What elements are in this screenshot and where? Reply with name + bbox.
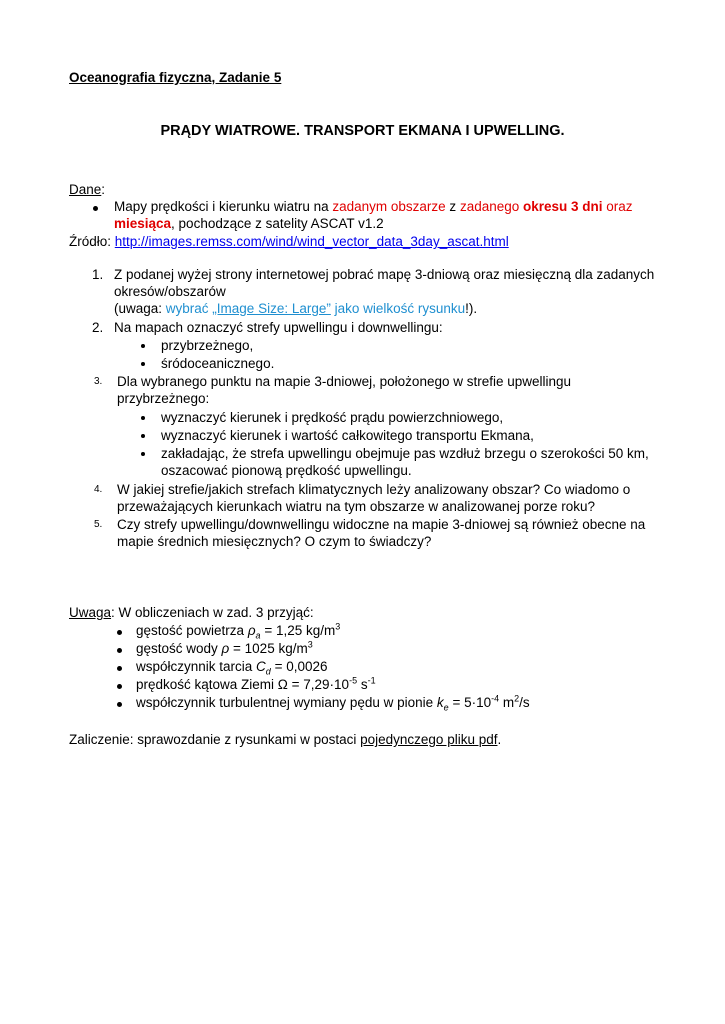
param-exponent: -4 — [491, 693, 500, 704]
param-value: = 1025 kg/m — [229, 641, 308, 656]
bullet-icon — [117, 702, 122, 707]
bullet-icon — [141, 452, 145, 456]
task-3-item: wyznaczyć kierunek i prędkość prądu powierzchniowego, — [161, 410, 504, 425]
task-3-item: zakładając, że strefa upwellingu obejmuje pas wzdłuż brzegu o szerokości 50 km, — [161, 446, 649, 461]
task-5-line1: Czy strefy upwellingu/downwellingu widoczne na mapie 3-dniowej są również obecne na — [117, 517, 646, 532]
param-symbol: C — [256, 659, 266, 674]
param-label: współczynnik turbulentnej wymiany pędu w pionie — [136, 695, 437, 710]
note-open: (uwaga: — [114, 301, 166, 316]
task-4-line2: przeważających kierunkach wiatru na tym obszarze w analizowanej porze roku? — [117, 499, 595, 514]
dane-item-line2 — [114, 215, 384, 233]
zaliczenie-end: . — [497, 732, 502, 747]
task-1-line1: Z podanej wyżej strony internetowej pobrać mapę 3-dniową oraz miesięczną dla zadanych — [114, 267, 655, 282]
uwaga-text: : W obliczeniach w zad. 3 przyjąć: — [111, 605, 314, 620]
bullet-icon — [141, 416, 145, 420]
param-exponent: -1 — [367, 675, 376, 686]
task-1-note — [114, 300, 477, 318]
param-label: współczynnik tarcia — [136, 659, 257, 674]
param-subscript: d — [265, 666, 271, 677]
dane-highlight: oraz — [602, 199, 633, 214]
task-3-line1: Dla wybranego punktu na mapie 3-dniowej, położonego w strefie upwellingu — [117, 374, 572, 389]
course-title: Oceanografia fizyczna, Zadanie 5 — [69, 70, 282, 85]
uwaga-label: Uwaga — [69, 605, 112, 620]
dane-text: z — [445, 199, 460, 214]
param-air-density — [136, 622, 340, 640]
param-symbol: ρ — [247, 623, 256, 638]
param-eddy-viscosity — [136, 694, 530, 712]
bullet-icon — [141, 344, 145, 348]
bullet-icon — [141, 434, 145, 438]
param-drag-coefficient — [136, 658, 328, 676]
param-value: = 5·10 — [448, 695, 492, 710]
dane-highlight: zadanego — [459, 199, 523, 214]
param-subscript: a — [255, 630, 261, 641]
task-3-line2: przybrzeżnego: — [117, 391, 210, 406]
dane-item-line1 — [114, 198, 633, 216]
source-label: Źródło: — [69, 234, 115, 249]
param-exponent: 3 — [307, 639, 313, 650]
dane-highlight-bold: okresu 3 dni — [523, 199, 603, 214]
task-number: 3. — [94, 376, 103, 387]
page-title: PRĄDY WIATROWE. TRANSPORT EKMANA I UPWELLING. — [160, 123, 565, 139]
dane-heading — [69, 181, 105, 199]
task-number: 2. — [92, 320, 104, 335]
note-text: jako wielkość rysunku — [330, 301, 466, 316]
bullet-icon — [117, 648, 122, 653]
task-2-item: przybrzeżnego, — [161, 338, 254, 353]
task-2-item: śródoceanicznego. — [161, 356, 275, 371]
param-symbol: ρ — [221, 641, 230, 656]
bullet-icon — [117, 684, 122, 689]
dane-highlight-bold: miesiąca — [114, 216, 172, 231]
param-unit: m — [499, 695, 515, 710]
param-label: prędkość kątowa Ziemi Ω = 7,29·10 — [136, 677, 350, 692]
task-1-line2: okresów/obszarów — [114, 284, 226, 299]
zaliczenie-line — [69, 731, 501, 749]
dane-text: , pochodzące z satelity ASCAT v1.2 — [171, 216, 384, 231]
param-label: gęstość wody — [136, 641, 222, 656]
note-text: wybrać — [165, 301, 213, 316]
bullet-icon — [117, 630, 122, 635]
param-exponent: 2 — [514, 693, 520, 704]
param-value: = 0,0026 — [270, 659, 328, 674]
dane-highlight: zadanym obszarze — [332, 199, 446, 214]
bullet-icon — [141, 362, 145, 366]
task-2-line1: Na mapach oznaczyć strefy upwellingu i downwellingu: — [114, 320, 443, 335]
task-number: 5. — [94, 519, 103, 530]
param-exponent: 3 — [335, 621, 341, 632]
param-value: = 1,25 kg/m — [260, 623, 336, 638]
task-number: 4. — [94, 484, 103, 495]
param-unit: /s — [519, 695, 530, 710]
zaliczenie-format: pojedynczego pliku pdf — [360, 732, 498, 747]
dane-label: Dane — [69, 182, 102, 197]
task-number: 1. — [92, 267, 104, 282]
note-close: !). — [465, 301, 478, 316]
note-link[interactable]: „Image Size: Large” — [212, 301, 331, 316]
uwaga-heading — [69, 604, 314, 622]
param-unit: s — [357, 677, 368, 692]
param-exponent: -5 — [349, 675, 358, 686]
task-3-item: wyznaczyć kierunek i wartość całkowitego transportu Ekmana, — [161, 428, 534, 443]
param-subscript: e — [443, 702, 449, 713]
task-3-item-cont: oszacować pionową prędkość upwellingu. — [161, 463, 412, 478]
bullet-icon — [117, 666, 122, 671]
dane-colon: : — [101, 182, 106, 197]
bullet-icon — [93, 206, 98, 211]
param-symbol: k — [436, 695, 444, 710]
param-angular-velocity — [136, 676, 376, 694]
task-4-line1: W jakiej strefie/jakich strefach klimatycznych leży analizowany obszar? Co wiadomo o — [117, 482, 631, 497]
dane-text: Mapy prędkości i kierunku wiatru na — [114, 199, 333, 214]
param-label: gęstość powietrza — [136, 623, 248, 638]
param-water-density — [136, 640, 313, 658]
zaliczenie-text: Zaliczenie: sprawozdanie z rysunkami w postaci — [69, 732, 361, 747]
task-5-line2: mapie średnich miesięcznych? O czym to świadczy? — [117, 534, 432, 549]
source-link[interactable]: http://images.remss.com/wind/wind_vector_data_3day_ascat.html — [114, 234, 509, 249]
source-line — [69, 233, 509, 251]
